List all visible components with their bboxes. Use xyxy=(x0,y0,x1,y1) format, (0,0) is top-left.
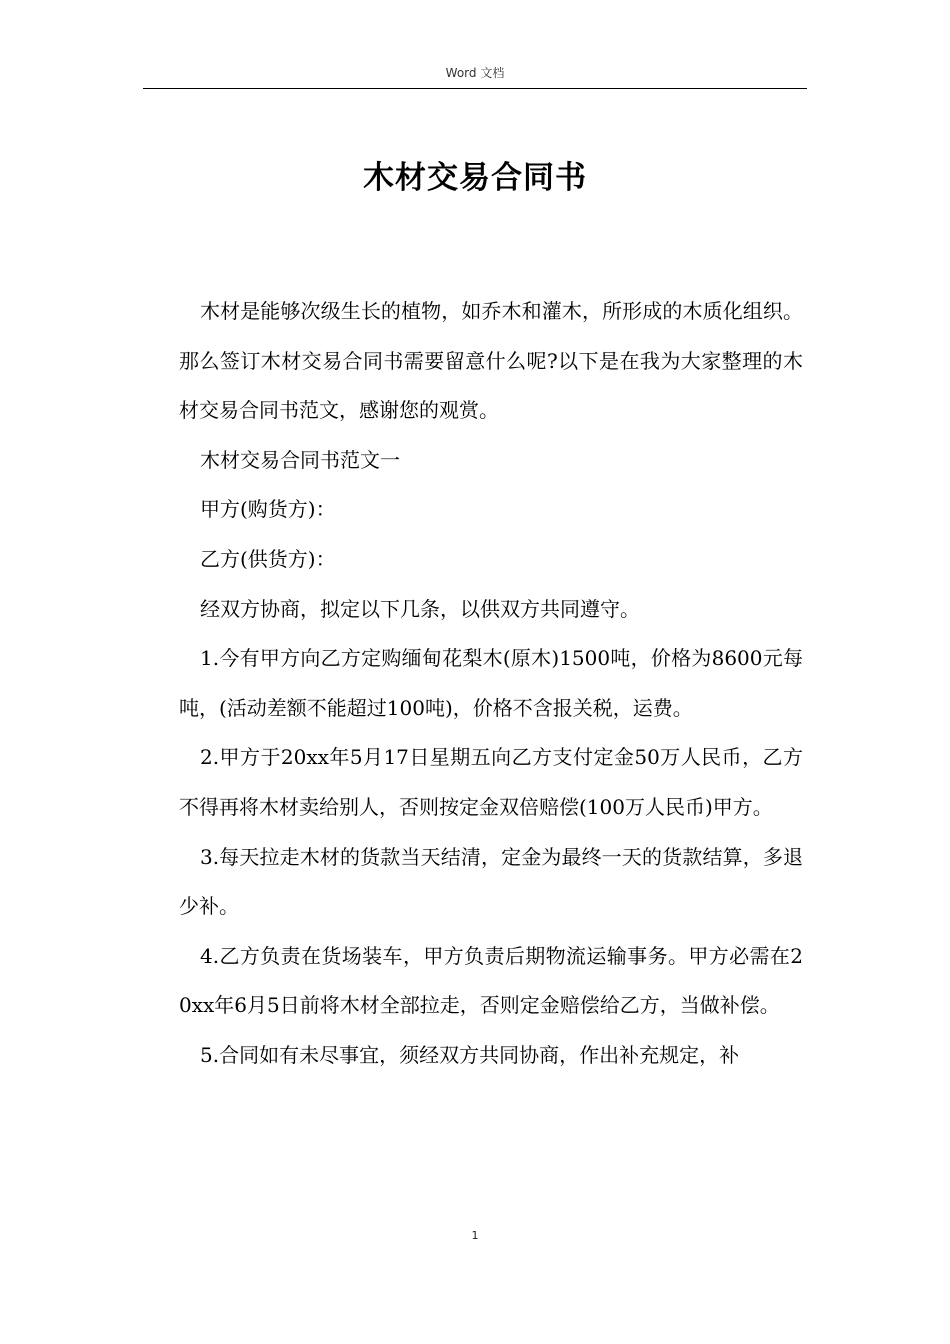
page-number: 1 xyxy=(471,1229,479,1242)
paragraph-clause-3: 3.每天拉走木材的货款当天结清，定金为最终一天的货款结算，多退少补。 xyxy=(179,844,803,919)
paragraph-clause-2: 2.甲方于20xx年5月17日星期五向乙方支付定金50万人民币，乙方不得再将木材卖给别人，否则按定金双倍赔偿(100万人民币)甲方。 xyxy=(179,745,803,819)
paragraph-party-a: 甲方(购货方)： xyxy=(200,497,336,522)
paragraph-sample-heading: 木材交易合同书范文一 xyxy=(200,447,400,472)
header-label: Word 文档 xyxy=(445,66,505,80)
document-title: 木材交易合同书 xyxy=(363,160,587,196)
paragraph-agreement: 经双方协商，拟定以下几条，以供双方共同遵守。 xyxy=(200,596,640,621)
paragraph-clause-5: 5.合同如有未尽事宜，须经双方共同协商，作出补充规定，补 xyxy=(200,1042,740,1067)
document-body xyxy=(179,287,803,1081)
paragraph-clause-1: 1.今有甲方向乙方定购缅甸花梨木(原木)1500吨，价格为8600元每吨，(活动差额不能超过100吨)，价格不含报关税，运费。 xyxy=(179,646,803,720)
page-header xyxy=(143,62,807,89)
paragraph-clause-4: 4.乙方负责在货场装车，甲方负责后期物流运输事务。甲方必需在20xx年6月5日前将木材全部拉走，否则定金赔偿给乙方，当做补偿。 xyxy=(179,943,803,1018)
paragraph-party-b: 乙方(供货方)： xyxy=(200,546,336,571)
paragraph-intro: 木材是能够次级生长的植物，如乔木和灌木，所形成的木质化组织。那么签订木材交易合同书需要留意什么呢?以下是在我为大家整理的木材交易合同书范文，感谢您的观赏。 xyxy=(179,299,803,423)
